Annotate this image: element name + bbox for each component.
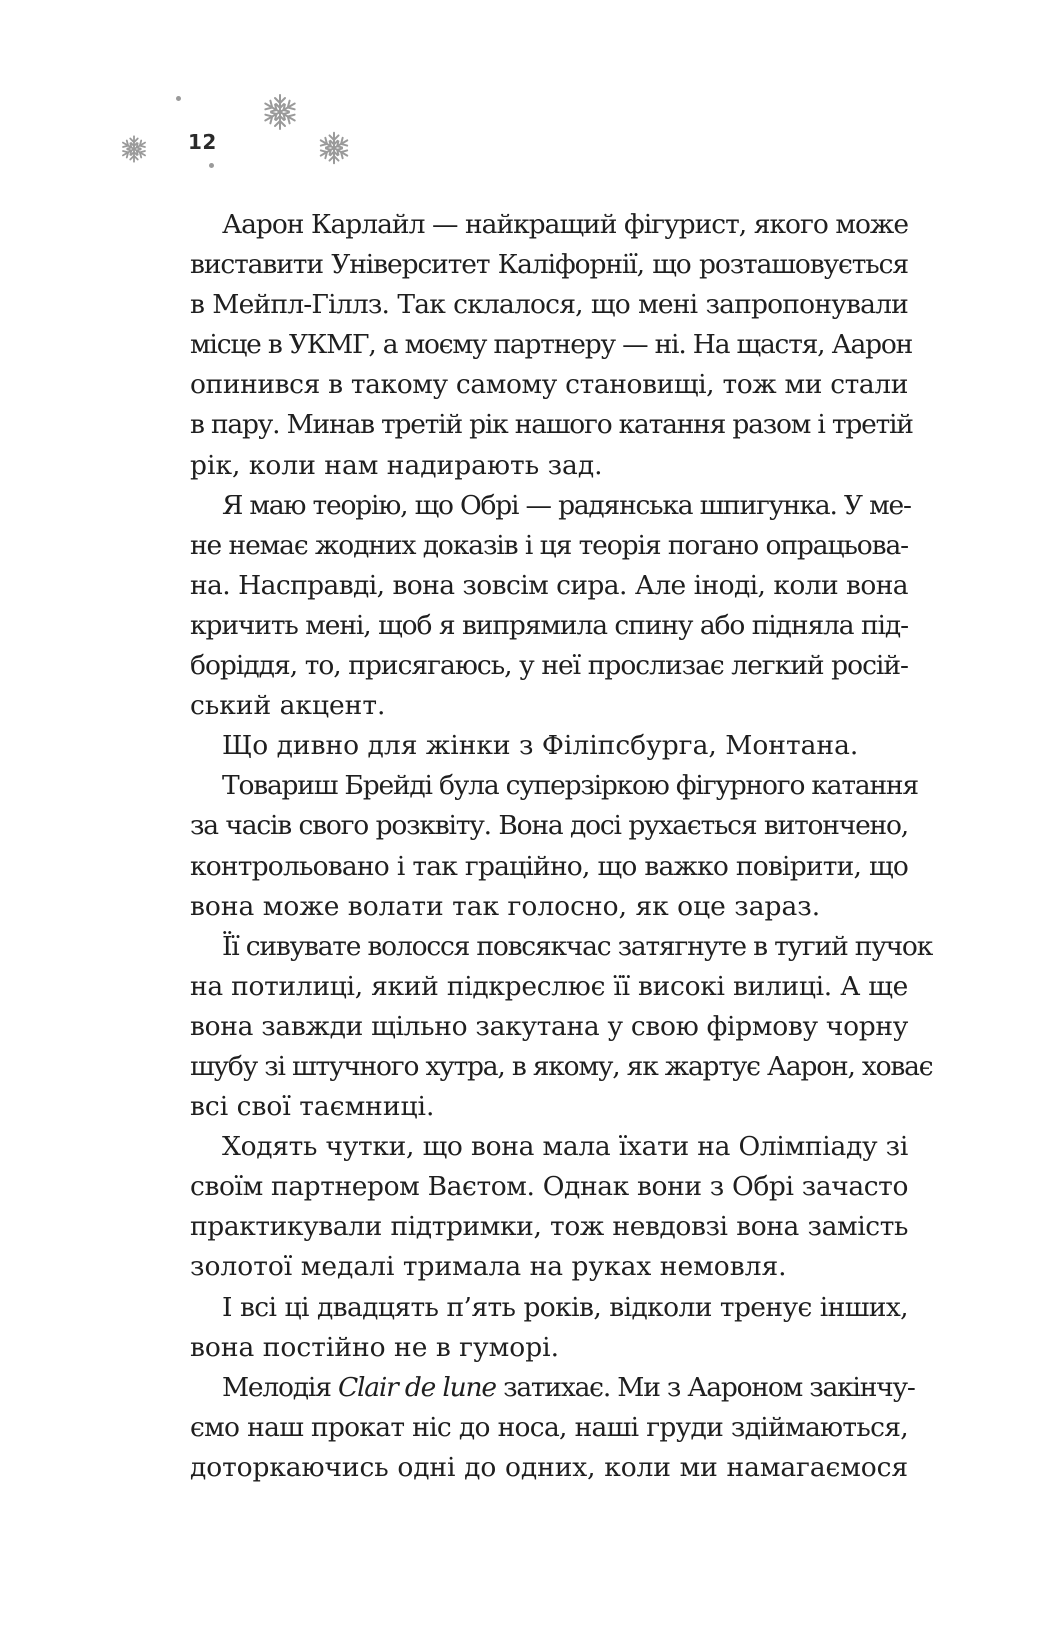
paragraph <box>190 205 913 486</box>
text-line: ємо наш прокат ніс до носа, наші груди здіймаються, <box>190 1411 908 1443</box>
text-line <box>190 1368 915 1408</box>
page-header-decoration <box>0 0 420 200</box>
text-run: затихає. Ми з Аароном закінчу- <box>495 1371 915 1403</box>
text-line: боріддя, то, присягаюсь, у неї прослизає легкий росій- <box>190 650 908 682</box>
text-line: в Мейпл-Гіллз. Так склалося, що мені запропонували <box>190 289 908 321</box>
text-line: на. Насправді, вона зовсім сира. Але іноді, коли вона <box>190 569 908 601</box>
text-line: кричить мені, щоб я випрямила спину або підняла під- <box>190 609 908 641</box>
italic-title: Clair de lune <box>337 1371 496 1403</box>
text-line: ський акцент. <box>190 690 386 722</box>
text-line: Аарон Карлайл — найкращий фігурист, якого може <box>222 209 908 240</box>
snowflake-icon <box>119 134 149 164</box>
paragraph <box>190 486 911 727</box>
text-line: опинився в такому самому становищі, тож ми стали <box>190 369 908 401</box>
snow-dot <box>209 163 214 168</box>
text-line: в пару. Минав третій рік нашого катання разом і третій <box>190 409 913 441</box>
text-line: Її сивувате волосся повсякчас затягнуте в тугий пучок <box>222 930 933 962</box>
text-line: контрольовано і так граційно, що важко повірити, що <box>190 850 908 882</box>
text-line: Що дивно для жінки з Філіпсбурга, Монтана. <box>222 730 859 762</box>
text-line: рік, коли нам надирають зад. <box>190 449 603 481</box>
text-line: практикували підтримки, тож невдовзі вона замість <box>190 1211 908 1243</box>
text-line: Товариш Брейді була суперзіркою фігурного катання <box>222 770 918 802</box>
text-line: вона може волати так голосно, як оце зараз. <box>190 890 821 922</box>
paragraph <box>190 1288 908 1368</box>
snowflake-icon <box>260 92 300 132</box>
text-line: не немає жодних доказів і ця теорія погано опрацьова- <box>190 529 908 561</box>
text-line: за часів свого розквіту. Вона досі рухається витончено, <box>190 810 908 842</box>
paragraph <box>190 1368 915 1488</box>
text-line: своїм партнером Ваєтом. Однак вони з Обрі зачасто <box>190 1171 908 1203</box>
text-line: І всі ці двадцять п’ять років, відколи тренує інших, <box>222 1291 908 1323</box>
text-line: доторкаючись одні до одних, коли ми намагаємося <box>190 1451 908 1483</box>
paragraph <box>190 766 918 926</box>
text-line: Я маю теорію, що Обрі — радянська шпигунка. У ме- <box>222 489 911 521</box>
snowflake-icon <box>316 130 352 166</box>
snow-dot <box>176 96 181 101</box>
body-text <box>190 205 933 1488</box>
page-number: 12 <box>188 130 217 154</box>
paragraph <box>190 927 933 1127</box>
text-line: всі свої таємниці. <box>190 1091 435 1123</box>
text-line: вона постійно не в гуморі. <box>190 1331 560 1363</box>
paragraph <box>190 1127 908 1287</box>
text-line: золотої медалі тримала на руках немовля. <box>190 1251 787 1283</box>
text-line: виставити Університет Каліфорнії, що розташовується <box>190 249 908 281</box>
text-line: на потилиці, який підкреслює її високі вилиці. А ще <box>190 970 908 1002</box>
text-line: місце в УКМГ, а моєму партнеру — ні. На щастя, Аарон <box>190 329 913 361</box>
text-line: Ходять чутки, що вона мала їхати на Олімпіаду зі <box>222 1131 908 1163</box>
paragraph <box>190 726 908 766</box>
text-line: вона завжди щільно закутана у свою фірмову чорну <box>190 1010 909 1042</box>
text-line: шубу зі штучного хутра, в якому, як жартує Аарон, ховає <box>190 1050 933 1082</box>
text-run: Мелодія <box>222 1371 338 1403</box>
